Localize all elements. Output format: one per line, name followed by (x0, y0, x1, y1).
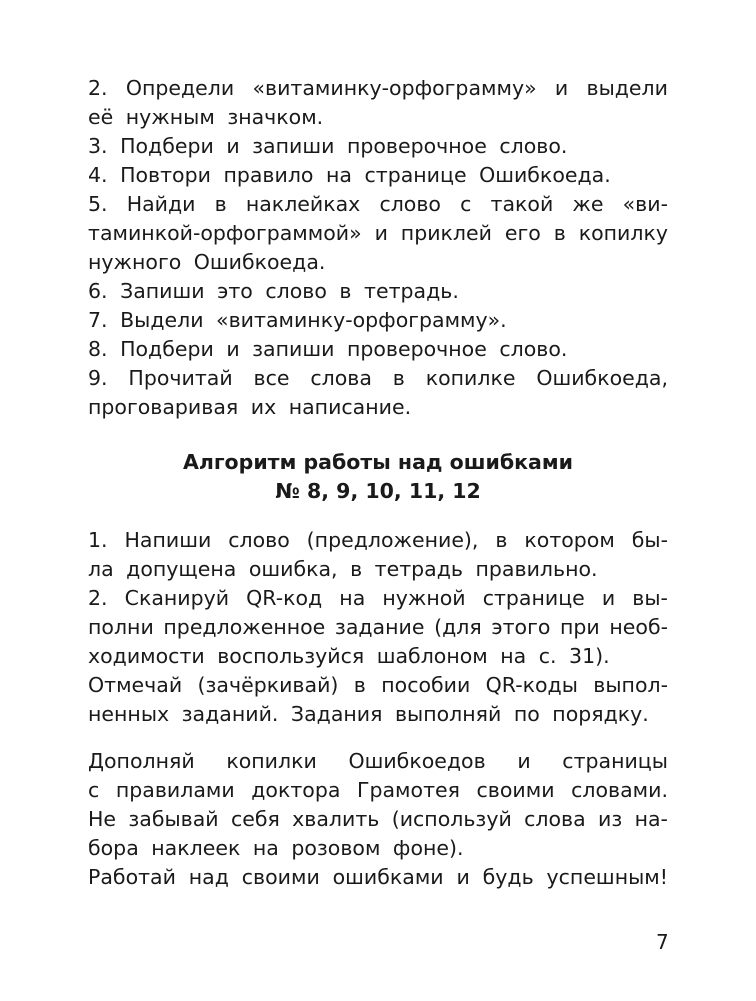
step-s3 (88, 132, 668, 161)
closing-paragraphs (88, 747, 668, 892)
step-s8 (88, 335, 668, 364)
paragraph-gap (88, 729, 668, 747)
algorithm-steps-list-1 (88, 74, 668, 422)
text-line: таминкой-орфограммой» и приклей его в копилку (88, 221, 668, 245)
paragraph-c2 (88, 863, 668, 892)
text-line: ненных заданий. Задания выполняй по порядку. (88, 702, 649, 726)
text-line: с правилами доктора Грамотея своими словами. (88, 778, 668, 802)
text-line: бора наклеек на розовом фоне). (88, 836, 464, 860)
text-line: нужного Ошибкоеда. (88, 250, 326, 274)
step-s6 (88, 277, 668, 306)
paragraph-c1 (88, 747, 668, 863)
step-s7 (88, 306, 668, 335)
text-line: Не забывай себя хвалить (используй слова из на- (88, 807, 668, 831)
text-line: Дополняй копилки Ошибкоедов и страницы (88, 749, 668, 773)
text-line: ла допущена ошибка, в тетрадь правильно. (88, 557, 598, 581)
text-line: проговаривая их написание. (88, 395, 412, 419)
step-t2 (88, 584, 668, 671)
text-line: 1. Напиши слово (предложение), в котором бы- (88, 528, 668, 552)
text-line: её нужным значком. (88, 105, 324, 129)
text-line: 5. Найди в наклейках слово с такой же «ви- (88, 192, 668, 216)
text-line: Отмечай (зачёркивай) в пособии QR-коды выпол- (88, 673, 668, 697)
page-number: 7 (656, 930, 669, 954)
step-s9 (88, 364, 668, 422)
text-line: 6. Запиши это слово в тетрадь. (88, 279, 459, 303)
heading-title: Алгоритм работы над ошибками (182, 450, 574, 474)
page-content (88, 74, 668, 892)
step-t1 (88, 526, 668, 584)
step-s5 (88, 190, 668, 277)
text-line: 2. Определи «витаминку-орфограмму» и выдели (88, 76, 668, 100)
step-t3 (88, 671, 668, 729)
text-line: Работай над своими ошибками и будь успешным! (88, 865, 668, 889)
text-line: 3. Подбери и запиши проверочное слово. (88, 134, 568, 158)
heading-numbers: № 8, 9, 10, 11, 12 (275, 479, 481, 503)
text-line: 7. Выдели «витаминку-орфограмму». (88, 308, 507, 332)
text-line: ходимости воспользуйся шаблоном на с. 31). (88, 644, 610, 668)
text-line: 9. Прочитай все слова в копилке Ошибкоеда, (88, 366, 668, 390)
text-line: полни предложенное задание (для этого при необ- (88, 615, 668, 639)
step-s4 (88, 161, 668, 190)
section-heading (88, 448, 668, 506)
step-s2 (88, 74, 668, 132)
algorithm-steps-list-2 (88, 526, 668, 729)
text-line: 4. Повтори правило на странице Ошибкоеда. (88, 163, 611, 187)
text-line: 8. Подбери и запиши проверочное слово. (88, 337, 568, 361)
text-line: 2. Сканируй QR-код на нужной странице и вы- (88, 586, 668, 610)
